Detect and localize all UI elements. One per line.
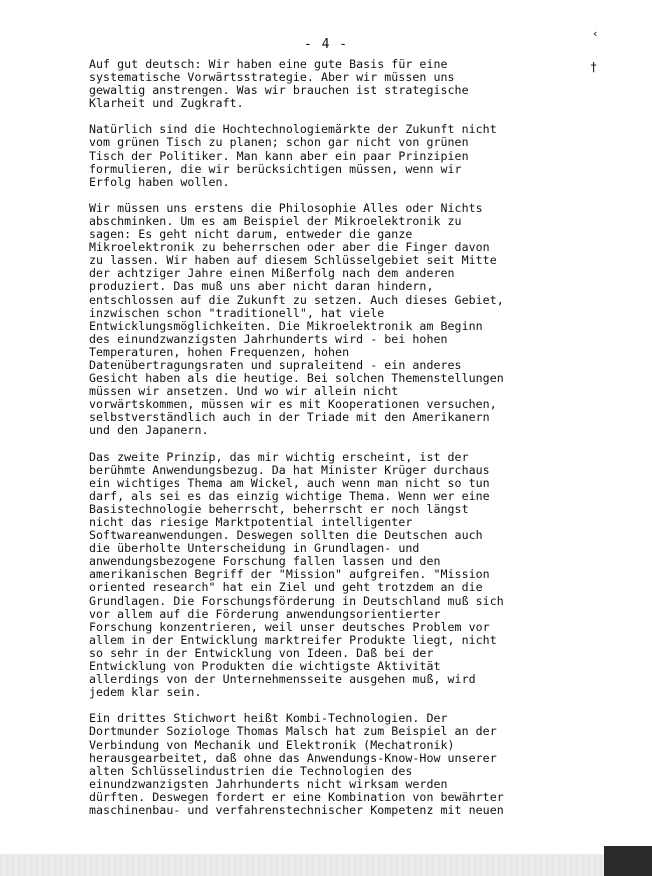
text-line: produziert. Das muß uns aber nicht daran hindern, <box>89 279 434 294</box>
text-line: die überholte Unterscheidung in Grundlagen- und <box>89 541 420 556</box>
text-line: Mikroelektronik zu beherrschen oder aber die Finger davon <box>89 240 490 255</box>
text-line: systematische Vorwärtsstrategie. Aber wir müssen uns <box>89 70 455 85</box>
text-line: darf, als sei es das einzig wichtige Thema. Wenn wer eine <box>89 488 490 503</box>
text-line: Datenübertragungsraten und supraleitend - ein anderes <box>89 357 462 372</box>
text-line: nicht das riesige Marktpotential intelligenter <box>89 515 413 529</box>
text-line: Basistechnologie beherrscht, beherrscht er noch längst <box>89 501 469 516</box>
text-line: allerdings von der Unternehmensseite ausgehen muß, wird <box>89 672 476 687</box>
text-line: vorwärtskommen, müssen wir es mit Kooperationen versuchen, <box>89 397 497 412</box>
scan-artifact <box>604 846 652 876</box>
text-line: entschlossen auf die Zukunft zu setzen. Auch dieses Gebiet, <box>89 292 504 307</box>
text-line: maschinenbau- und verfahrenstechnischer Kompetenz mit neuen <box>89 802 504 817</box>
text-line: Grundlagen. Die Forschungsförderung in Deutschland muß sich <box>89 593 504 608</box>
text-line: und den Japanern. <box>89 423 209 438</box>
text-line: Erfolg haben wollen. <box>89 174 230 189</box>
text-line: alten Schlüsselindustrien die Technologien des <box>89 763 413 778</box>
scan-artifact <box>0 854 652 876</box>
text-line: amerikanischen Begriff der "Mission" aufgreifen. "Mission <box>89 567 490 582</box>
paragraph-gap <box>89 189 529 202</box>
page-number: - 4 - <box>303 37 349 52</box>
text-line: herausgearbeitet, daß ohne das Anwendungs-Know-How unserer <box>89 750 497 765</box>
paragraph <box>89 451 529 700</box>
text-line: vor allem auf die Förderung anwendungsorientierter <box>89 606 441 621</box>
margin-mark: ‹ <box>592 27 599 40</box>
text-line: Verbindung von Mechanik und Elektronik (Mechatronik) <box>89 737 455 752</box>
text-line: der achtziger Jahre einen Mißerfolg nach dem anderen <box>89 266 455 281</box>
text-line: so sehr in der Entwicklung von Ideen. Daß bei der <box>89 645 434 660</box>
paragraph <box>89 202 529 438</box>
text-line: selbstverständlich auch in der Triade mit den Amerikanern <box>89 410 490 425</box>
text-line: Entwicklungsmöglichkeiten. Die Mikroelektronik am Beginn <box>89 318 483 333</box>
paragraph <box>89 712 529 817</box>
text-line: Natürlich sind die Hochtechnologiemärkte der Zukunft nicht <box>89 122 497 137</box>
text-line: jedem klar sein. <box>89 685 202 700</box>
text-line: formulieren, die wir berücksichtigen müssen, wenn wir <box>89 161 462 176</box>
text-line: müssen wir ansetzen. Und wo wir allein nicht <box>89 384 399 399</box>
text-line: anwendungsbezogene Forschung fallen lassen und den <box>89 554 441 569</box>
text-line: Ein drittes Stichwort heißt Kombi-Technologien. Der <box>89 711 448 726</box>
text-line: Dortmunder Soziologe Thomas Malsch hat zum Beispiel an der <box>89 724 497 739</box>
text-line: Entwicklung von Produkten die wichtigste Aktivität <box>89 659 441 674</box>
text-line: sagen: Es geht nicht darum, entweder die ganze <box>89 227 413 242</box>
text-line: abschminken. Um es am Beispiel der Mikroelektronik zu <box>89 213 462 228</box>
paragraph-gap <box>89 438 529 451</box>
paragraph <box>89 123 529 188</box>
text-line: des einundzwanzigsten Jahrhunderts wird - bei hohen <box>89 331 448 346</box>
text-line: allem in der Entwicklung marktreifer Produkte liegt, nicht <box>89 632 497 647</box>
text-line: oriented research" hat ein Ziel und geht trotzdem an die <box>89 580 483 595</box>
text-line: gewaltig anstrengen. Was wir brauchen ist strategische <box>89 83 469 98</box>
text-line: Gesicht haben als die heutige. Bei solchen Themenstellungen <box>89 371 504 386</box>
body-text <box>89 58 529 817</box>
text-line: Forschung konzentrieren, weil unser deutsches Problem vor <box>89 619 490 634</box>
text-line: ein wichtiges Thema am Wickel, auch wenn man nicht so tun <box>89 475 490 490</box>
text-line: einundzwanzigsten Jahrhunderts nicht wirksam werden <box>89 776 448 791</box>
text-line: inzwischen schon "traditionell", hat viele <box>89 305 385 320</box>
text-line: Das zweite Prinzip, das mir wichtig erscheint, ist der <box>89 449 469 464</box>
text-line: vom grünen Tisch zu planen; schon gar nicht von grünen <box>89 135 469 150</box>
text-line: Softwareanwendungen. Deswegen sollten die Deutschen auch <box>89 528 483 543</box>
text-line: Temperaturen, hohen Frequenzen, hohen <box>89 344 350 359</box>
text-line: berühmte Anwendungsbezug. Da hat Minister Krüger durchaus <box>89 462 490 477</box>
text-line: Wir müssen uns erstens die Philosophie Alles oder Nichts <box>89 200 483 215</box>
margin-mark: † <box>590 60 598 74</box>
text-line: Klarheit und Zugkraft. <box>89 96 244 111</box>
paragraph <box>89 58 529 110</box>
text-line: Tisch der Politiker. Man kann aber ein paar Prinzipien <box>89 148 469 163</box>
text-line: Auf gut deutsch: Wir haben eine gute Basis für eine <box>89 57 448 71</box>
text-line: zu lassen. Wir haben auf diesem Schlüsselgebiet seit Mitte <box>89 253 497 268</box>
text-line: dürften. Deswegen fordert er eine Kombination von bewährter <box>89 789 504 804</box>
